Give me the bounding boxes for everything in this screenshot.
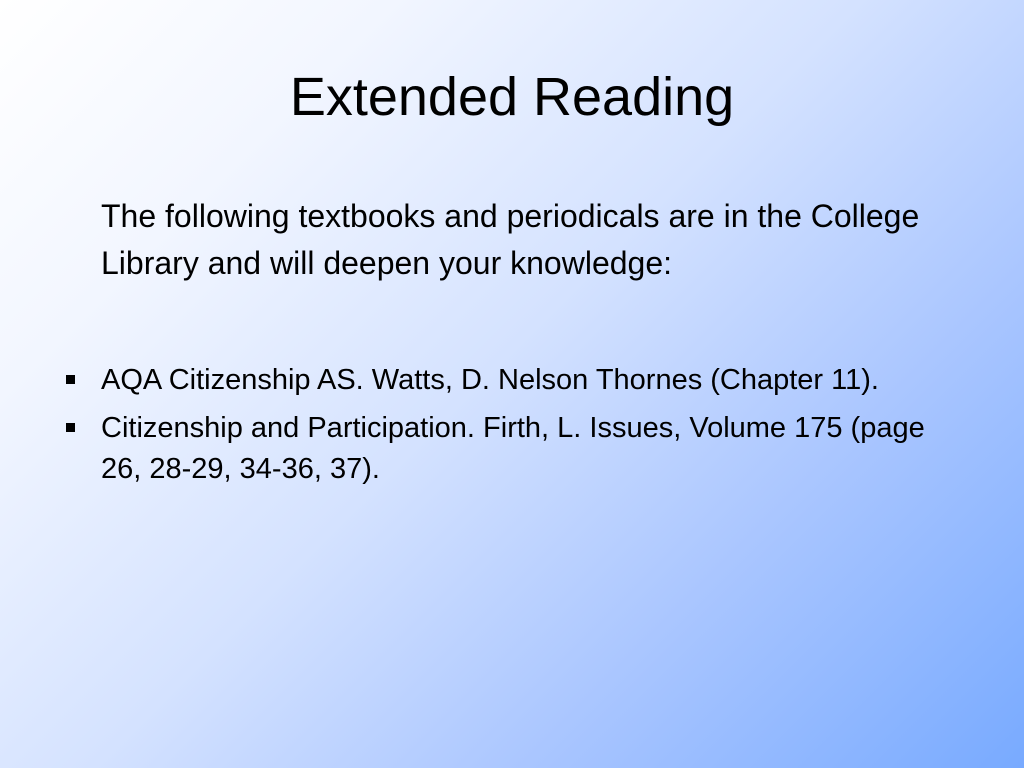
reference-text: AQA Citizenship AS. Watts, D. Nelson Thornes (Chapter 11). [101, 364, 879, 396]
intro-text: The following textbooks and periodicals are in the College Library and will deepen your knowledge: [101, 198, 920, 281]
reference-text: Citizenship and Participation. Firth, L. Issues, Volume 175 (page 26, 28-29, 34-36, 37). [101, 412, 925, 485]
square-bullet-icon [66, 423, 75, 432]
list-item [0, 360, 971, 401]
list-item [0, 408, 971, 490]
slide-title: Extended Reading [289, 67, 735, 127]
square-bullet-icon [66, 375, 75, 384]
reference-list [0, 360, 1024, 497]
